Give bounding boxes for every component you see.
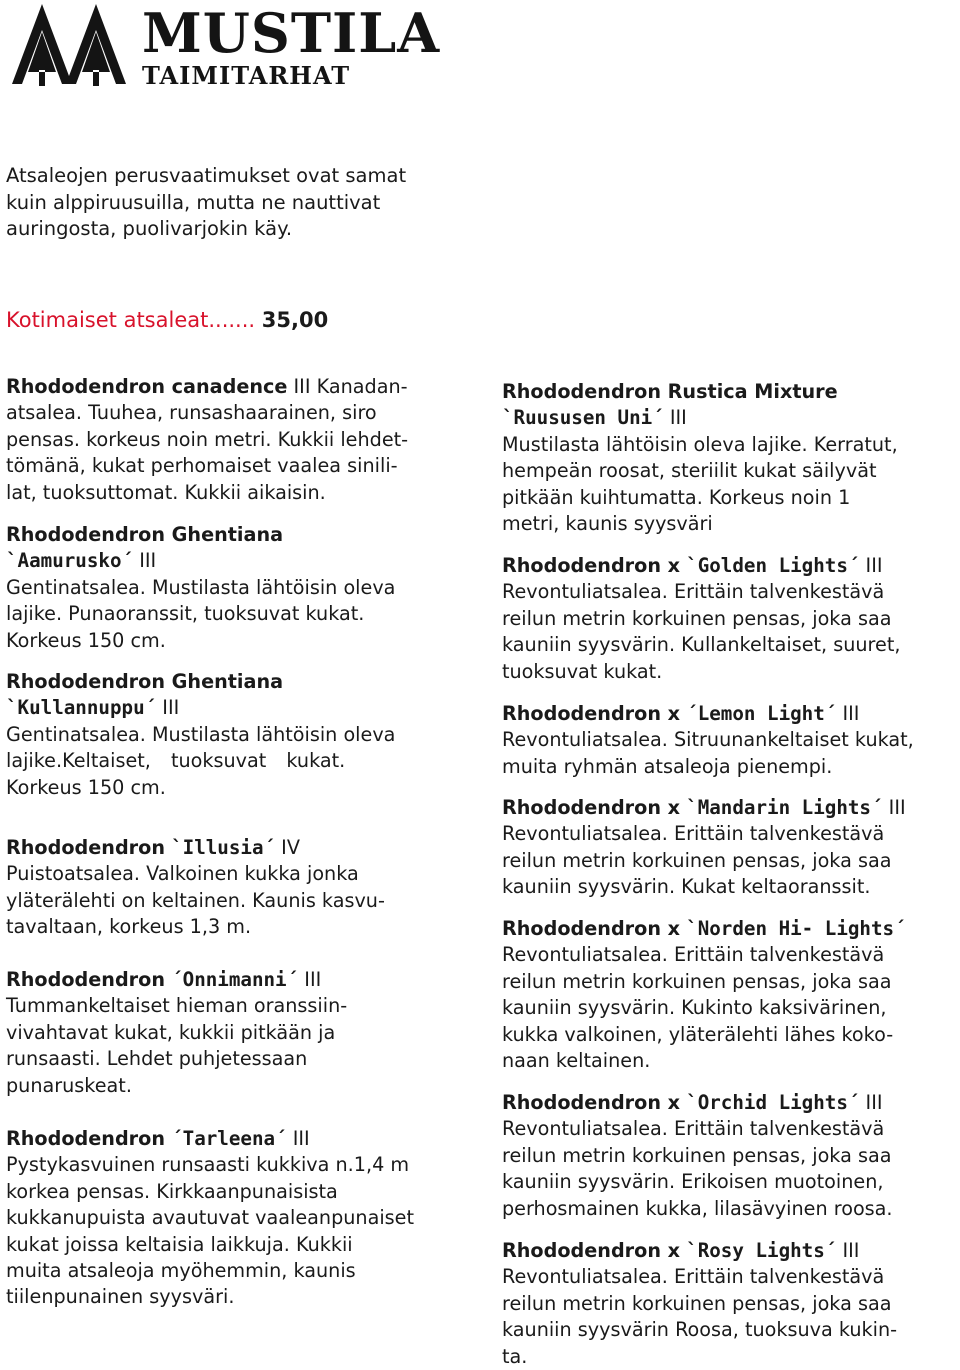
plant-zone: III bbox=[292, 1127, 310, 1150]
plant-entry bbox=[502, 379, 952, 537]
plant-desc-line: atsalea. Tuuhea, runsashaarainen, siro bbox=[6, 401, 377, 425]
intro-paragraph bbox=[6, 163, 466, 243]
plant-desc-line: runsaasti. Lehdet puhjetessaan bbox=[6, 1047, 308, 1071]
plant-entry bbox=[502, 553, 952, 685]
plant-cultivar: `Aamurusko´ bbox=[6, 549, 134, 573]
plant-zone: III bbox=[888, 796, 906, 819]
tree-logo-icon bbox=[8, 2, 138, 88]
plant-desc-line: kauniin syysvärin Roosa, tuoksuva kukin- bbox=[502, 1318, 898, 1342]
plant-desc-line: Revontuliatsalea. Sitruunankeltaiset kukat, bbox=[502, 728, 914, 752]
plant-name: Rhododendron x bbox=[502, 1091, 681, 1114]
plant-cultivar: `Ruususen Uni´ bbox=[502, 406, 664, 430]
plant-cultivar: `Mandarin Lights´ bbox=[686, 796, 883, 819]
plant-desc-line: Mustilasta lähtöisin oleva lajike. Kerratut, bbox=[502, 432, 898, 456]
plant-entry bbox=[502, 1238, 952, 1370]
plant-desc-line: muita ryhmän atsaleoja pienempi. bbox=[502, 754, 833, 778]
plant-cultivar: ´Tarleena´ bbox=[171, 1127, 287, 1150]
plant-name: Rhododendron bbox=[6, 836, 165, 859]
plant-zone: III bbox=[842, 1239, 860, 1262]
plant-desc-line: Gentinatsalea. Mustilasta lähtöisin oleva bbox=[6, 722, 396, 746]
plant-name: Rhododendron x bbox=[502, 554, 681, 577]
plant-entry bbox=[6, 835, 458, 941]
plant-desc-line: kukka valkoinen, yläterälehti lähes koko- bbox=[502, 1022, 894, 1046]
plant-name: Rhododendron x bbox=[502, 796, 681, 819]
plant-desc-line: kauniin syysvärin. Kullankeltaiset, suuret, bbox=[502, 633, 901, 657]
category-heading bbox=[6, 305, 328, 335]
plant-name: Rhododendron bbox=[6, 1127, 165, 1150]
plant-desc-line: Revontuliatsalea. Erittäin talvenkestävä bbox=[502, 1265, 885, 1289]
plant-cultivar: `Kullannuppu´ bbox=[6, 696, 157, 720]
plant-cultivar: `Rosy Lights´ bbox=[686, 1239, 837, 1262]
plant-zone: IV bbox=[281, 836, 300, 859]
plant-entry bbox=[6, 522, 458, 654]
plant-zone: III bbox=[865, 554, 883, 577]
plant-name: Rhododendron Ghentiana bbox=[6, 670, 284, 693]
plant-desc-line: tömänä, kukat perhomaiset vaalea sinili- bbox=[6, 454, 398, 478]
plant-zone: III bbox=[669, 406, 687, 430]
plant-desc-line: Kanadan- bbox=[316, 375, 408, 398]
plant-desc-line: Korkeus 150 cm. bbox=[6, 775, 166, 799]
plant-entry bbox=[6, 967, 458, 1099]
plant-name: Rhododendron Ghentiana bbox=[6, 523, 284, 546]
plant-desc-line: tavaltaan, korkeus 1,3 m. bbox=[6, 915, 252, 939]
plant-name: Rhododendron bbox=[6, 968, 165, 991]
plant-desc-line: yläterälehti on keltainen. Kaunis kasvu- bbox=[6, 888, 385, 912]
plant-desc-line: lat, tuoksuttomat. Kukkii aikaisin. bbox=[6, 480, 326, 504]
plant-zone: III bbox=[842, 702, 860, 725]
plant-entry bbox=[6, 1126, 458, 1311]
plant-desc-line: lajike. Punaoranssit, tuoksuvat kukat. bbox=[6, 602, 365, 626]
plant-entry bbox=[502, 1090, 952, 1222]
plant-name: Rhododendron x bbox=[502, 1239, 681, 1262]
plant-desc-line: tuoksuvat kukat. bbox=[502, 659, 663, 683]
plant-desc-line: punaruskeat. bbox=[6, 1073, 132, 1097]
plant-zone: III bbox=[865, 1091, 883, 1114]
plant-zone: III bbox=[162, 696, 180, 720]
plant-entry bbox=[6, 669, 458, 801]
plant-desc-line: Revontuliatsalea. Erittäin talvenkestävä bbox=[502, 580, 885, 604]
plant-desc-line: korkea pensas. Kirkkaanpunaisista bbox=[6, 1179, 338, 1203]
category-label: Kotimaiset atsaleat bbox=[6, 308, 209, 332]
plant-desc-line: Gentinatsalea. Mustilasta lähtöisin oleva bbox=[6, 575, 396, 599]
plant-desc-line: pitkään kuihtumatta. Korkeus noin 1 bbox=[502, 485, 851, 509]
plant-cultivar: `Norden Hi- Lights´ bbox=[686, 917, 906, 940]
logo-subtitle: TAIMITARHAT bbox=[142, 61, 351, 90]
plant-desc-line: Tummankeltaiset hieman oranssiin- bbox=[6, 994, 348, 1018]
plant-desc-line: Korkeus 150 cm. bbox=[6, 628, 166, 652]
plant-desc-line: kauniin syysvärin. Kukat keltaoranssit. bbox=[502, 875, 871, 899]
plant-desc-line: perhosmainen kukka, lilasävyinen roosa. bbox=[502, 1196, 893, 1220]
plant-desc-line: Revontuliatsalea. Erittäin talvenkestävä bbox=[502, 822, 885, 846]
plant-name: Rhododendron x bbox=[502, 917, 681, 940]
plant-desc-line: Revontuliatsalea. Erittäin talvenkestävä bbox=[502, 943, 885, 967]
plant-entry bbox=[6, 374, 458, 506]
plant-zone: III bbox=[293, 375, 311, 398]
plant-cultivar: `Orchid Lights´ bbox=[686, 1091, 860, 1114]
plant-cultivar: `Illusia´ bbox=[171, 836, 276, 859]
intro-line: auringosta, puolivarjokin käy. bbox=[6, 217, 293, 240]
mustila-logo bbox=[8, 1, 441, 90]
plant-zone: III bbox=[139, 549, 157, 573]
plant-desc-line: pensas. korkeus noin metri. Kukkii lehdet- bbox=[6, 427, 409, 451]
plant-cultivar: `Golden Lights´ bbox=[686, 554, 860, 577]
plant-desc-line: metri, kaunis syysväri bbox=[502, 512, 713, 536]
plant-desc-line: kauniin syysvärin. Kukinto kaksivärinen, bbox=[502, 996, 887, 1020]
plant-name: Rhododendron canadence bbox=[6, 375, 288, 398]
plant-desc-line: tiilenpunainen syysväri. bbox=[6, 1285, 235, 1309]
plant-desc-line: kauniin syysvärin. Erikoisen muotoinen, bbox=[502, 1170, 884, 1194]
plant-desc-line: Pystykasvuinen runsaasti kukkiva n.1,4 m bbox=[6, 1153, 410, 1177]
plant-entry bbox=[502, 701, 952, 780]
plant-desc-line: kukat joissa keltaisia laikkuja. Kukkii bbox=[6, 1232, 353, 1256]
plant-desc-line: lajike.Keltaiset, tuoksuvat kukat. bbox=[6, 749, 346, 773]
plant-desc-line: hempeän roosat, steriilit kukat säilyvät bbox=[502, 459, 877, 483]
plant-cultivar: ´Lemon Light´ bbox=[686, 702, 837, 725]
plant-desc-line: Revontuliatsalea. Erittäin talvenkestävä bbox=[502, 1117, 885, 1141]
plant-desc-line: reilun metrin korkuinen pensas, joka saa bbox=[502, 606, 892, 630]
plant-desc-line: ta. bbox=[502, 1344, 528, 1368]
intro-line: Atsaleojen perusvaatimukset ovat samat bbox=[6, 164, 407, 187]
logo-name: MUSTILA bbox=[142, 1, 441, 65]
intro-line: kuin alppiruusuilla, mutta ne nauttivat bbox=[6, 190, 381, 214]
plant-entry bbox=[502, 916, 952, 1074]
plant-desc-line: Puistoatsalea. Valkoinen kukka jonka bbox=[6, 862, 359, 886]
category-dots: ....... bbox=[208, 308, 256, 332]
plant-name: Rhododendron Rustica Mixture bbox=[502, 380, 838, 403]
plant-desc-line: kukkanupuista avautuvat vaaleanpunaiset bbox=[6, 1206, 414, 1230]
plant-desc-line: reilun metrin korkuinen pensas, joka saa bbox=[502, 969, 892, 993]
category-price: 35,00 bbox=[261, 308, 329, 332]
plant-desc-line: muita atsaleoja myöhemmin, kaunis bbox=[6, 1259, 356, 1283]
plant-entry bbox=[502, 795, 952, 901]
plant-zone: III bbox=[304, 968, 322, 991]
plant-name: Rhododendron x bbox=[502, 702, 681, 725]
plant-desc-line: reilun metrin korkuinen pensas, joka saa bbox=[502, 1291, 892, 1315]
plant-desc-line: vivahtavat kukat, kukkii pitkään ja bbox=[6, 1020, 336, 1044]
plant-desc-line: naan keltainen. bbox=[502, 1049, 651, 1073]
plant-cultivar: ´Onnimanni´ bbox=[171, 968, 299, 991]
plant-desc-line: reilun metrin korkuinen pensas, joka saa bbox=[502, 1143, 892, 1167]
plant-desc-line: reilun metrin korkuinen pensas, joka saa bbox=[502, 848, 892, 872]
